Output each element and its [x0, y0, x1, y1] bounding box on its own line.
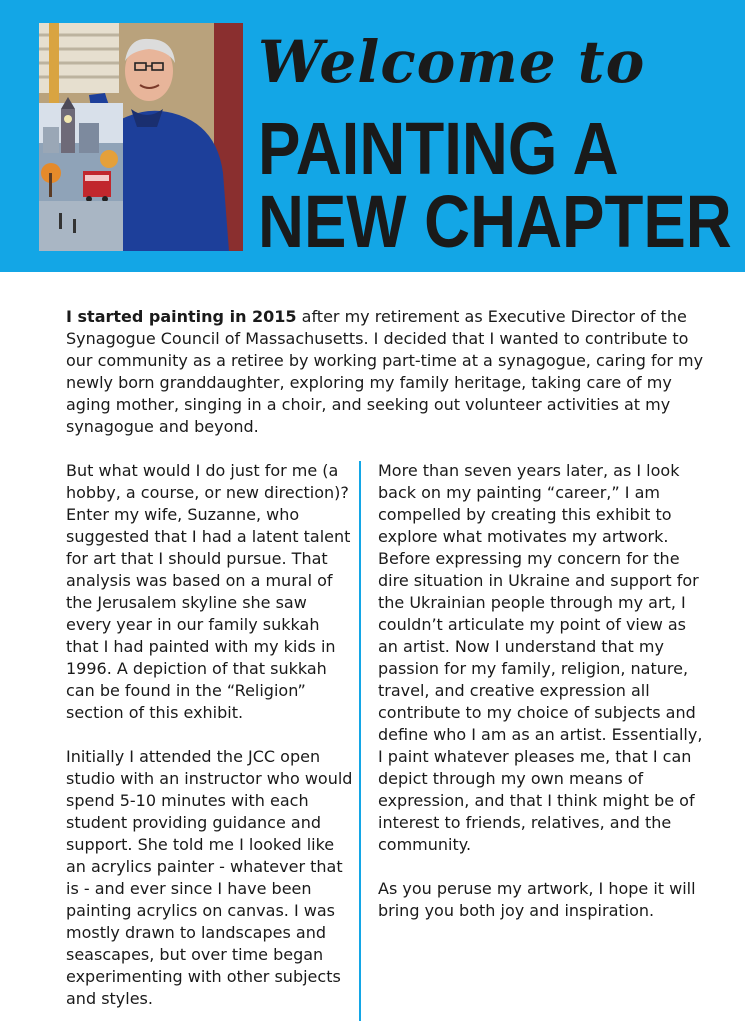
- intro-lead: I started painting in 2015: [66, 307, 297, 326]
- left-paragraph-1: But what would I do just for me (a hobby, a course, or new direction)? Enter my wife, Suzanne, who suggested that I had a latent talent for art that I should pursue. That analysis was based on a mural of the Jerusalem skyline she saw every year in our family sukkah that I had painted with my kids in 1996. A depiction of that sukkah can be found in the “Religion” section of this exhibit.: [66, 461, 351, 722]
- intro-paragraph: [66, 306, 716, 438]
- welcome-script-title: Welcome to: [258, 28, 646, 96]
- intro-text: after my retirement as Executive Director of the Synagogue Council of Massachusetts. I decided that I wanted to contribute to our community as a retiree by working part-time at a synagogue, caring for my newly born granddaughter, exploring my family heritage, taking care of my aging mother, singing in a choir, and seeking out volunteer activities at my synagogue and beyond.: [66, 307, 704, 436]
- left-column: [66, 460, 356, 1032]
- header-banner: [0, 0, 745, 272]
- title-line-2: NEW CHAPTER: [258, 180, 732, 263]
- artist-photo: [39, 23, 243, 251]
- left-paragraph-2: Initially I attended the JCC open studio with an instructor who would spend 5-10 minutes with each student providing guidance and support. She told me I looked like an acrylics painter - whatever that is - and ever since I have been painting acrylics on canvas. I was mostly drawn to landscapes and seascapes, but over time began experimenting with other subjects and styles.: [66, 747, 353, 1008]
- column-divider: [359, 461, 361, 1021]
- right-column: [378, 460, 708, 944]
- right-paragraph-2: As you peruse my artwork, I hope it will bring you both joy and inspiration.: [378, 879, 696, 920]
- right-paragraph-1: More than seven years later, as I look back on my painting “career,” I am compelled by creating this exhibit to explore what motivates my artwork. Before expressing my concern for the dire situation in Ukraine and support for the Ukrainian people through my art, I couldn’t articulate my point of view as an artist. Now I understand that my passion for my family, religion, nature, travel, and creative expression all contribute to my choice of subjects and define who I am as an artist. Essentially, I paint whatever pleases me, that I can depict through my own means of expression, and that I think might be of interest to friends, relatives, and the community.: [378, 461, 703, 854]
- title-line-1: PAINTING A: [258, 107, 619, 190]
